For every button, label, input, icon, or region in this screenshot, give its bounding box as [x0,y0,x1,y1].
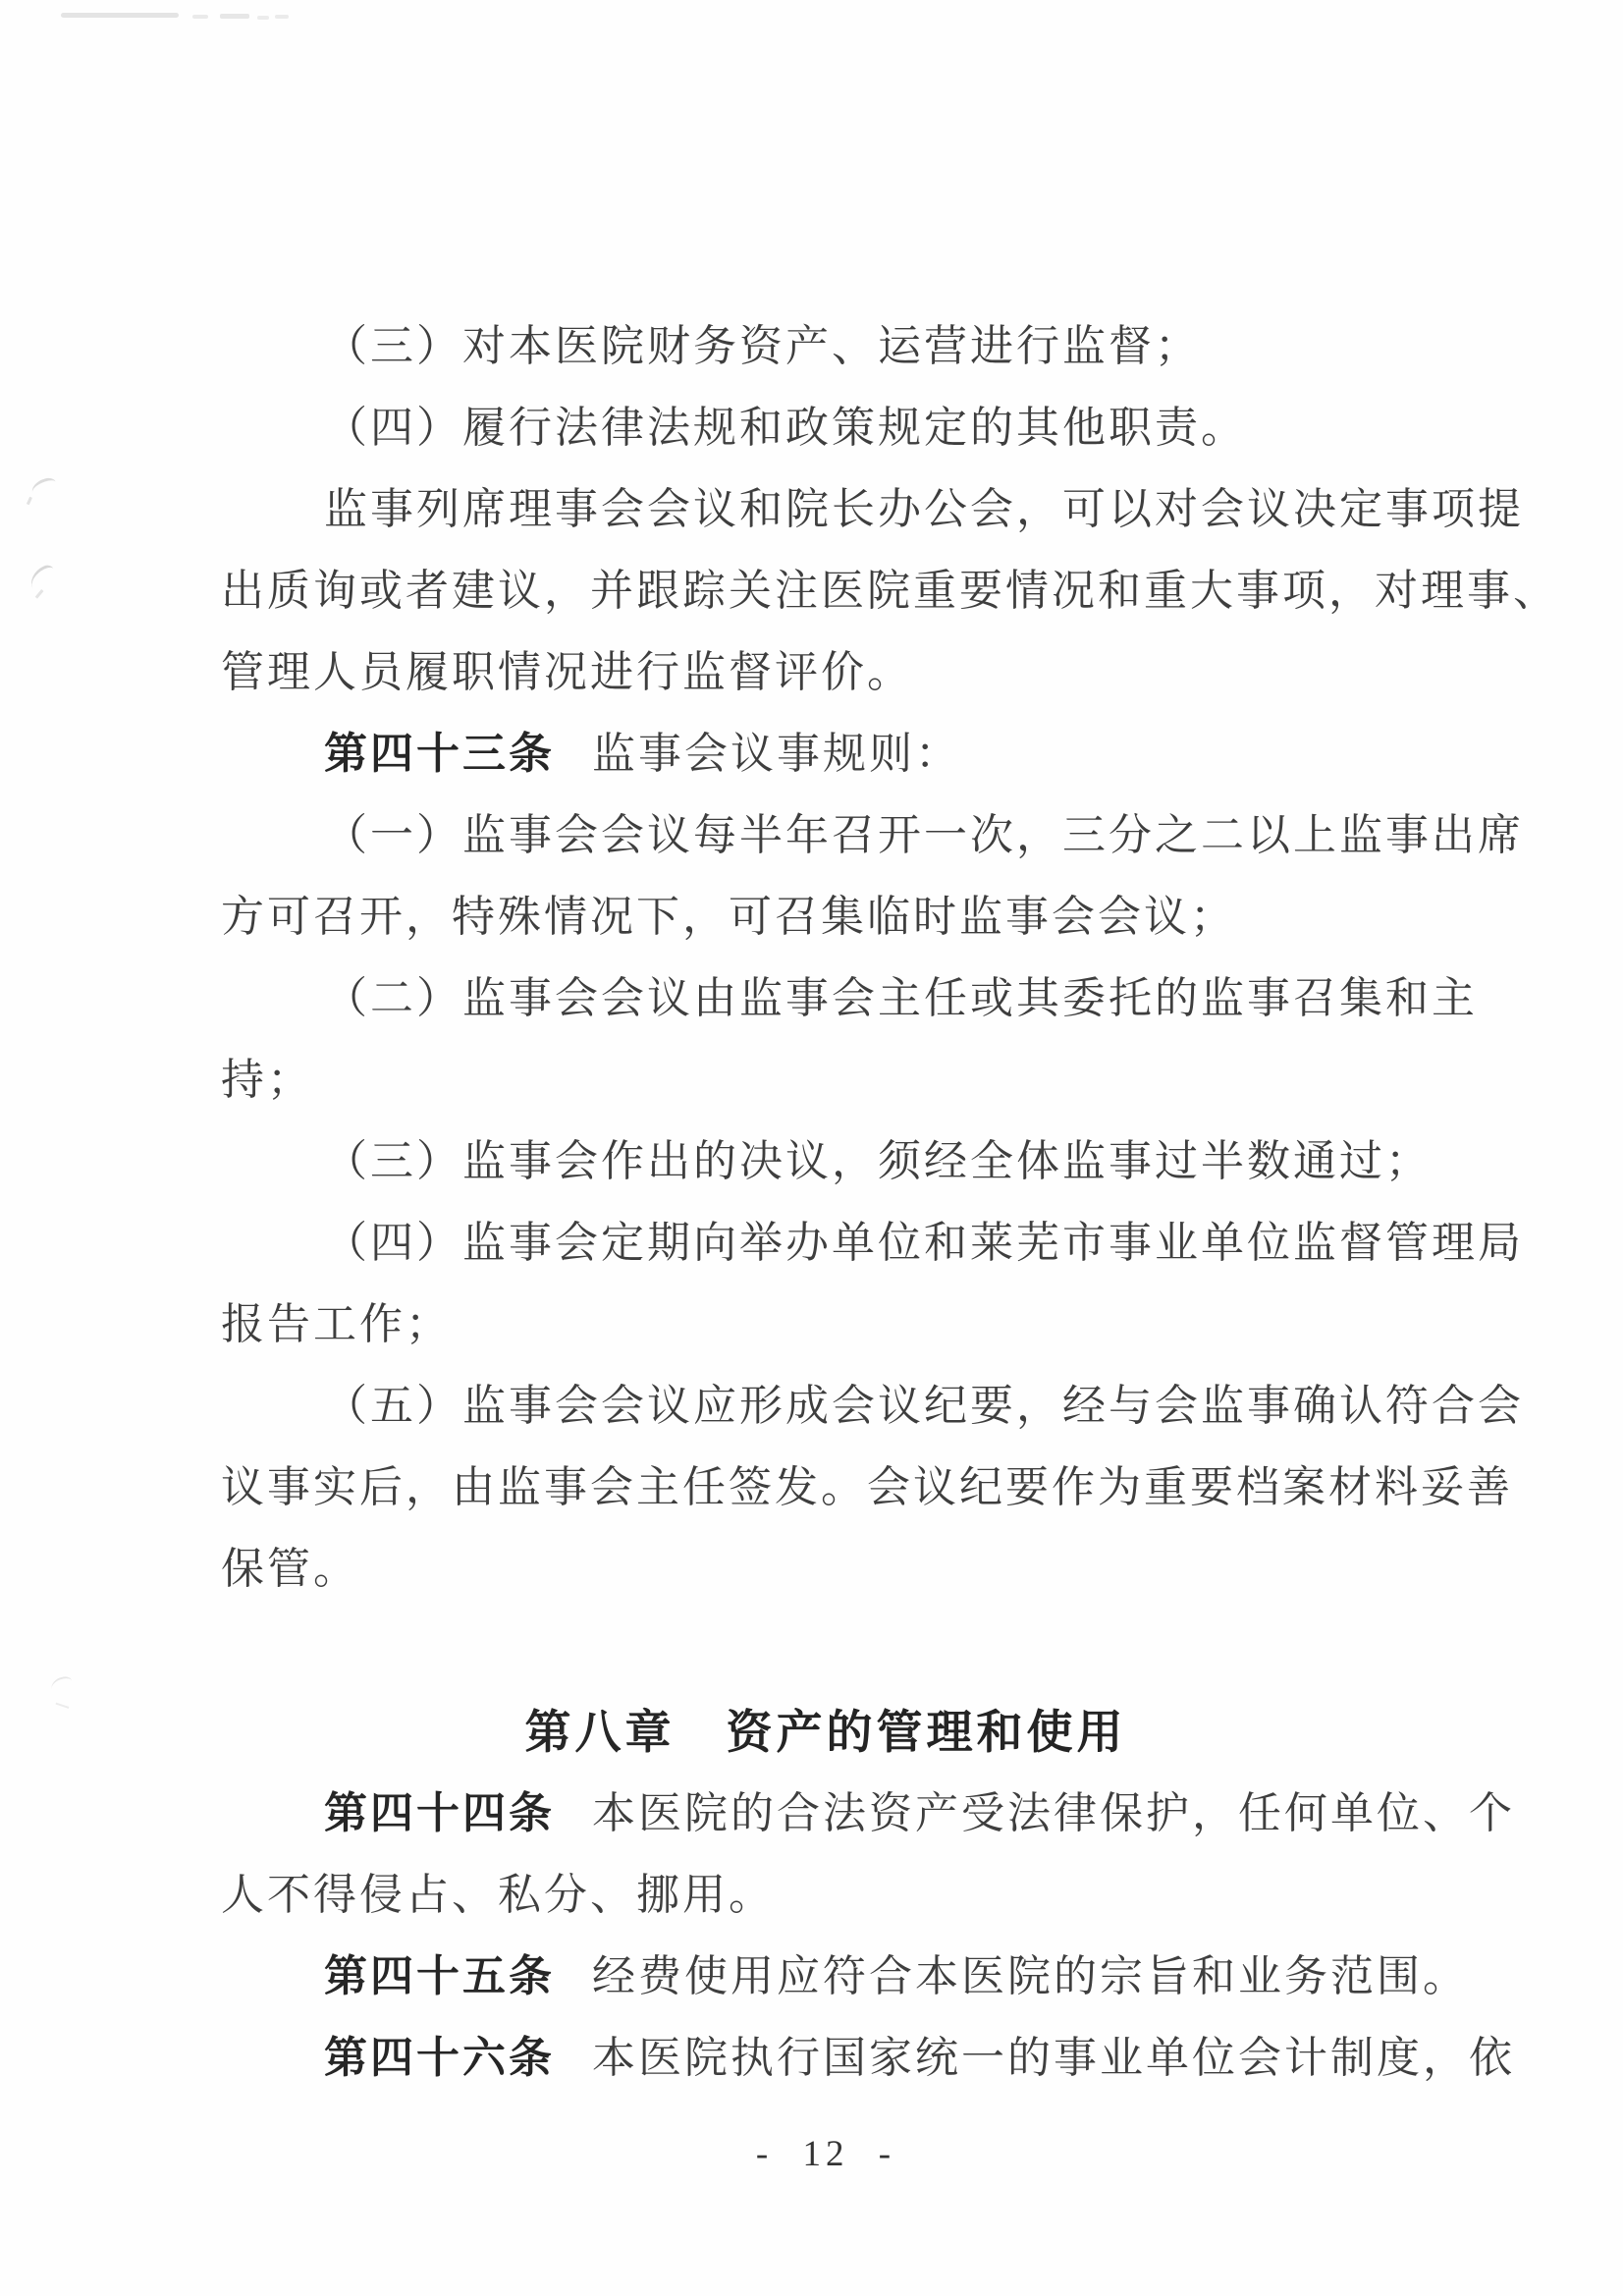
line-text: 监事会议事规则： [592,730,961,778]
text-line: 保管。 [221,1545,359,1593]
article-number: 第四十五条 [324,1952,555,2000]
scan-smudge [55,1693,72,1709]
chapter-heading [221,1691,1431,1773]
text-line: （四）监事会定期向举办单位和莱芜市事业单位监督管理局 [324,1219,1524,1267]
text-line: （三）监事会作出的决议，须经全体监事过半数通过； [324,1137,1432,1185]
line-text: 资产的管理和使用 [726,1706,1127,1758]
text-line: 议事实后，由监事会主任签发。会议纪要作为重要档案材料妥善 [221,1463,1513,1511]
document-body [221,305,1559,2099]
text-line: 管理人员履职情况进行监督评价。 [221,648,913,696]
text-line: 出质询或者建议，并跟踪关注医院重要情况和重大事项，对理事、 [221,567,1559,615]
text-line: 方可召开，特殊情况下，可召集临时监事会会议； [221,893,1236,941]
text-line: 监事列席理事会会议和院长办公会，可以对会议决定事项提 [324,485,1524,533]
line-text: 本医院的合法资产受法律保护，任何单位、个 [592,1789,1515,1837]
page-number: - 12 - [755,2134,896,2174]
text-line: 人不得侵占、私分、挪用。 [221,1871,775,1919]
scan-smudge [275,15,289,19]
scan-smudge [27,581,44,598]
text-line: （四）履行法律法规和政策规定的其他职责。 [324,404,1247,452]
line-text: 本医院执行国家统一的事业单位会计制度，依 [592,2034,1515,2082]
scan-smudge [49,1675,74,1696]
text-line: （三）对本医院财务资产、运营进行监督； [324,322,1201,370]
text-line: （一）监事会会议每半年召开一次，三分之二以上监事出席 [324,811,1524,859]
text-line [221,1936,1469,2017]
text-line [221,1773,1515,1854]
text-line: 报告工作； [221,1300,452,1348]
scan-smudge [61,13,179,18]
article-number: 第四十三条 [324,730,555,778]
article-number: 第四十六条 [324,2034,555,2082]
text-line [221,2017,1515,2099]
scan-smudge [192,15,208,19]
blank-line [221,1610,1431,1691]
text-line: 持； [221,1056,313,1104]
article-number: 第四十四条 [324,1789,555,1837]
scan-smudge [220,14,249,19]
text-line: （五）监事会会议应形成会议纪要，经与会监事确认符合会 [324,1382,1524,1430]
scan-smudge [27,497,41,510]
line-text: 经费使用应符合本医院的宗旨和业务范围。 [592,1952,1469,2000]
scan-smudge [26,563,60,595]
chapter-number: 第八章 [524,1706,676,1758]
scan-smudge [29,475,59,499]
text-line: （二）监事会会议由监事会主任或其委托的监事召集和主 [324,974,1478,1022]
text-line [221,713,1431,794]
scan-smudge [257,16,269,20]
